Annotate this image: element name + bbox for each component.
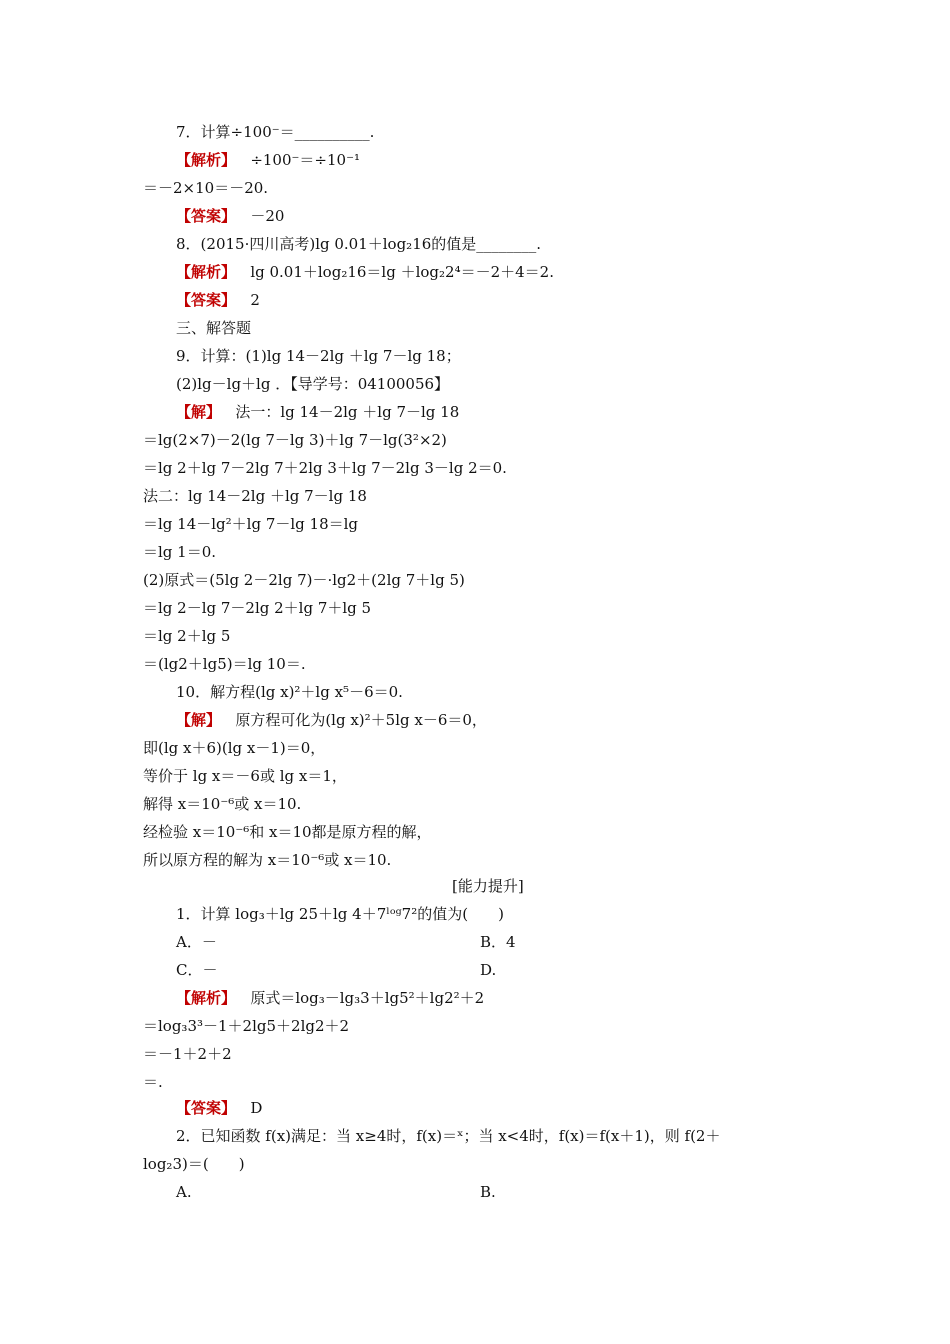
q9-step: ＝lg 2＋lg 7－2lg 7＋2lg 3＋lg 7－2lg 3－lg 2＝0. xyxy=(143,459,507,477)
q11-analysis: 【解析】 原式＝log₃－lg₃3＋lg5²＋lg2²＋2 xyxy=(176,989,485,1007)
section-heading-ability: [能力提升] xyxy=(452,877,524,895)
q7-text: 7．计算÷100⁻＝__________. xyxy=(176,123,375,141)
q9-step: ＝lg 2＋lg 5 xyxy=(143,627,231,645)
q12-text-cont: log₂3)＝( ) xyxy=(143,1155,245,1173)
answer-tag: 【答案】 xyxy=(176,291,237,309)
q9-part2-solution: (2)原式＝(5lg 2－2lg 7)－·lg2＋(2lg 7＋lg 5) xyxy=(143,571,465,589)
option-c: C．－ xyxy=(176,961,218,979)
q9-method2: 法二：lg 14－2lg ＋lg 7－lg 18 xyxy=(143,487,367,505)
q9-step: ＝lg(2×7)－2(lg 7－lg 3)＋lg 7－lg(3²×2) xyxy=(143,431,447,449)
q11-step: ＝log₃3³－1＋2lg5＋2lg2＋2 xyxy=(143,1017,350,1035)
solution-tag: 【解】 xyxy=(176,403,222,421)
q9-step: ＝lg 14－lg²＋lg 7－lg 18＝lg xyxy=(143,515,359,533)
q7-step: ＝－2×10＝－20. xyxy=(143,179,269,197)
solution-tag: 【解】 xyxy=(176,711,222,729)
q11-text: 1．计算 log₃＋lg 25＋lg 4＋7ˡᵒᵍ7²的值为( ) xyxy=(176,905,504,923)
option-a: A. xyxy=(176,1183,192,1201)
q8-text: 8．(2015·四川高考)lg 0.01＋log₂16的值是________. xyxy=(176,235,542,253)
analysis-tag: 【解析】 xyxy=(176,989,237,1007)
q9-step: ＝lg 2－lg 7－2lg 2＋lg 7＋lg 5 xyxy=(143,599,372,617)
q10-step: 解得 x＝10⁻⁶或 x＝10. xyxy=(143,795,302,813)
q10-text: 10．解方程(lg x)²＋lg x⁵－6＝0. xyxy=(176,683,403,701)
q10-solution: 【解】 原方程可化为(lg x)²＋5lg x－6＝0， xyxy=(176,711,487,729)
option-b: B．4 xyxy=(480,933,516,951)
q9-step: ＝(lg2＋lg5)＝lg 10＝. xyxy=(143,655,306,673)
q10-step: 经检验 x＝10⁻⁶和 x＝10都是原方程的解， xyxy=(143,823,432,841)
q11-step: ＝. xyxy=(143,1073,163,1091)
section-heading: 三、解答题 xyxy=(176,319,252,337)
q11-answer: 【答案】 D xyxy=(176,1099,263,1117)
q9-step: ＝lg 1＝0. xyxy=(143,543,217,561)
answer-tag: 【答案】 xyxy=(176,1099,237,1117)
q7-analysis: 【解析】 ÷100⁻＝÷10⁻¹ xyxy=(176,151,361,169)
analysis-tag: 【解析】 xyxy=(176,151,237,169)
option-d: D. xyxy=(480,961,497,979)
q12-text: 2．已知函数 f(x)满足：当 x≥4时，f(x)＝ˣ；当 x<4时，f(x)＝f(x＋1)，则 f(2＋ xyxy=(176,1127,721,1145)
answer-tag: 【答案】 xyxy=(176,207,237,225)
analysis-tag: 【解析】 xyxy=(176,263,237,281)
q8-analysis: 【解析】 lg 0.01＋log₂16＝lg ＋log₂2⁴＝－2＋4＝2. xyxy=(176,263,554,281)
option-a: A．－ xyxy=(176,933,217,951)
q9-solution: 【解】 法一：lg 14－2lg ＋lg 7－lg 18 xyxy=(176,403,460,421)
q9-part2: (2)lg－lg＋lg ．【导学号：04100056】 xyxy=(176,375,450,393)
option-b: B. xyxy=(480,1183,496,1201)
q9-text: 9．计算：(1)lg 14－2lg ＋lg 7－lg 18； xyxy=(176,347,461,365)
q8-answer: 【答案】 2 xyxy=(176,291,260,309)
q10-step: 即(lg x＋6)(lg x－1)＝0， xyxy=(143,739,326,757)
q7-answer: 【答案】 －20 xyxy=(176,207,285,225)
q11-step: ＝－1＋2＋2 xyxy=(143,1045,232,1063)
q10-step: 等价于 lg x＝－6或 lg x＝1， xyxy=(143,767,347,785)
q10-step: 所以原方程的解为 x＝10⁻⁶或 x＝10. xyxy=(143,851,392,869)
